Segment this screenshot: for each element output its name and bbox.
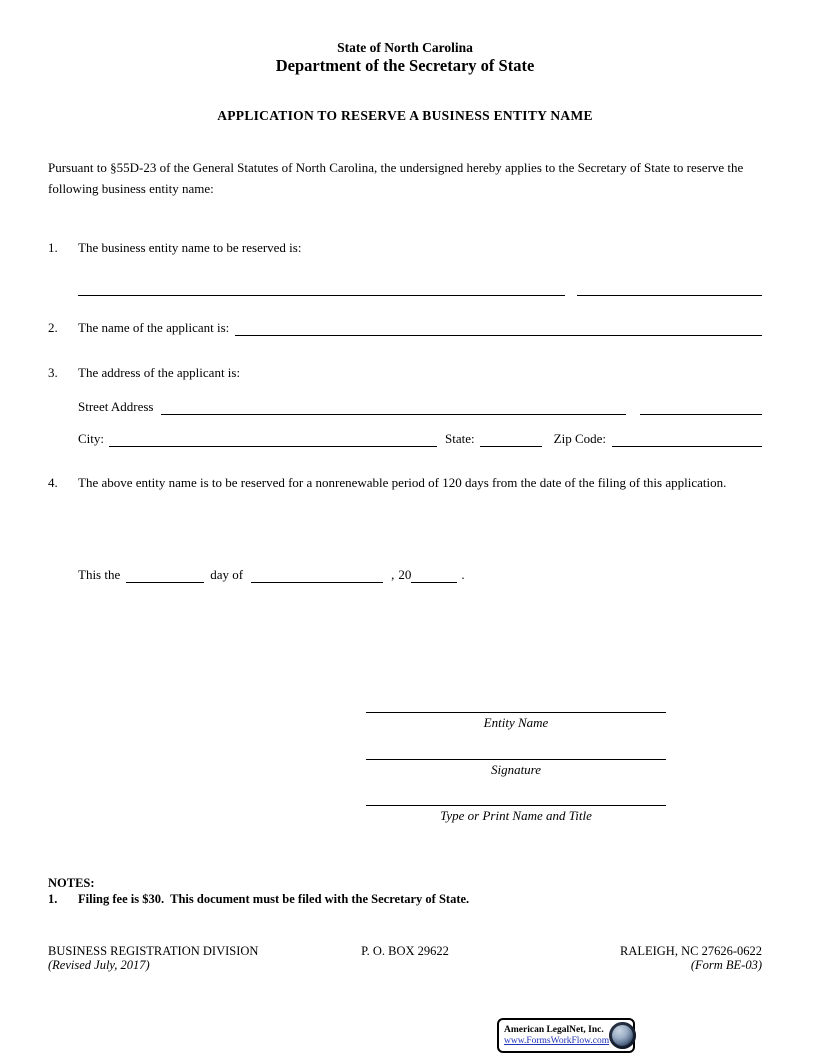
entity-name-label: Entity Name xyxy=(483,714,549,730)
street-address-label: Street Address xyxy=(78,398,154,414)
city-field[interactable] xyxy=(109,433,437,447)
street-address-field-2[interactable] xyxy=(640,401,762,415)
legalnet-company-name: American LegalNet, Inc. xyxy=(504,1024,604,1035)
date-comma: , xyxy=(391,566,395,582)
signature-label: Signature xyxy=(490,761,542,777)
footer-city-zip: RALEIGH, NC 27626-0622 xyxy=(619,944,762,958)
item-4-number: 4. xyxy=(48,474,58,490)
item-4 xyxy=(48,475,762,491)
item-2-number: 2. xyxy=(48,319,58,335)
item-4-text: The above entity name is to be reserved for a nonrenewable period of 120 days from the date of the filing of this application. xyxy=(78,474,727,490)
entity-name-group xyxy=(366,701,666,731)
business-name-field[interactable] xyxy=(78,282,565,296)
street-address-field[interactable] xyxy=(161,401,626,415)
signature-group xyxy=(366,748,666,778)
city-state-zip-row xyxy=(78,429,762,447)
footer-revised-date: (Revised July, 2017) xyxy=(48,958,150,973)
signature-block xyxy=(366,701,666,824)
state-field[interactable] xyxy=(480,433,542,447)
city-label: City: xyxy=(78,430,105,446)
entity-name-field[interactable] xyxy=(366,701,666,713)
street-address-row xyxy=(78,397,762,415)
legalnet-logo-box xyxy=(497,1018,635,1053)
item-3-text: The address of the applicant is: xyxy=(78,364,241,380)
item-1 xyxy=(48,240,762,256)
intro-paragraph: Pursuant to §55D-23 of the General Statutes of North Carolina, the undersigned hereby applies to the Secretary of State to reserve the following business entity name: xyxy=(48,160,744,196)
item-3-number: 3. xyxy=(48,364,58,380)
legalnet-url-link[interactable]: www.FormsWorkFlow.com xyxy=(504,1035,610,1046)
footer-form-number: (Form BE-03) xyxy=(690,958,762,973)
print-name-group xyxy=(366,794,666,824)
notes-heading: NOTES: xyxy=(48,875,95,890)
footer-left xyxy=(48,944,305,973)
notes-section xyxy=(48,876,762,907)
date-period: . xyxy=(461,566,465,582)
footer-po-box: P. O. BOX 29622 xyxy=(361,944,449,958)
note-1-text: Filing fee is $30. This document must be filed with the Secretary of State. xyxy=(78,891,470,906)
date-year-field[interactable] xyxy=(411,569,457,583)
applicant-name-field[interactable] xyxy=(235,322,762,336)
zip-label: Zip Code: xyxy=(553,430,606,446)
print-name-label: Type or Print Name and Title xyxy=(440,807,592,823)
footer-right xyxy=(505,944,762,973)
header-state: State of North Carolina xyxy=(337,40,473,55)
item-2 xyxy=(48,320,762,336)
footer-center xyxy=(312,944,498,973)
zip-field[interactable] xyxy=(612,433,762,447)
header-department: Department of the Secretary of State xyxy=(275,56,535,75)
globe-icon xyxy=(609,1022,636,1049)
date-month-field[interactable] xyxy=(251,569,383,583)
footer-division: BUSINESS REGISTRATION DIVISION xyxy=(48,944,259,958)
item-1-number: 1. xyxy=(48,239,58,255)
item-3 xyxy=(48,365,762,381)
legalnet-text xyxy=(504,1025,609,1047)
date-day-of: day of xyxy=(210,566,244,582)
signature-field[interactable] xyxy=(366,748,666,760)
date-century: 20 xyxy=(398,566,412,582)
page-footer xyxy=(48,944,762,973)
note-1-number: 1. xyxy=(48,891,58,906)
item-2-text: The name of the applicant is: xyxy=(78,319,230,335)
item-1-text: The business entity name to be reserved is: xyxy=(78,239,302,255)
state-label: State: xyxy=(445,430,475,446)
date-prefix: This the xyxy=(78,566,121,582)
form-title: APPLICATION TO RESERVE A BUSINESS ENTITY NAME xyxy=(217,108,593,123)
business-name-line-row xyxy=(78,280,762,296)
date-day-field[interactable] xyxy=(126,569,204,583)
business-name-field-2[interactable] xyxy=(577,282,762,296)
print-name-field[interactable] xyxy=(366,794,666,806)
note-1 xyxy=(48,892,762,907)
date-row xyxy=(78,565,762,583)
